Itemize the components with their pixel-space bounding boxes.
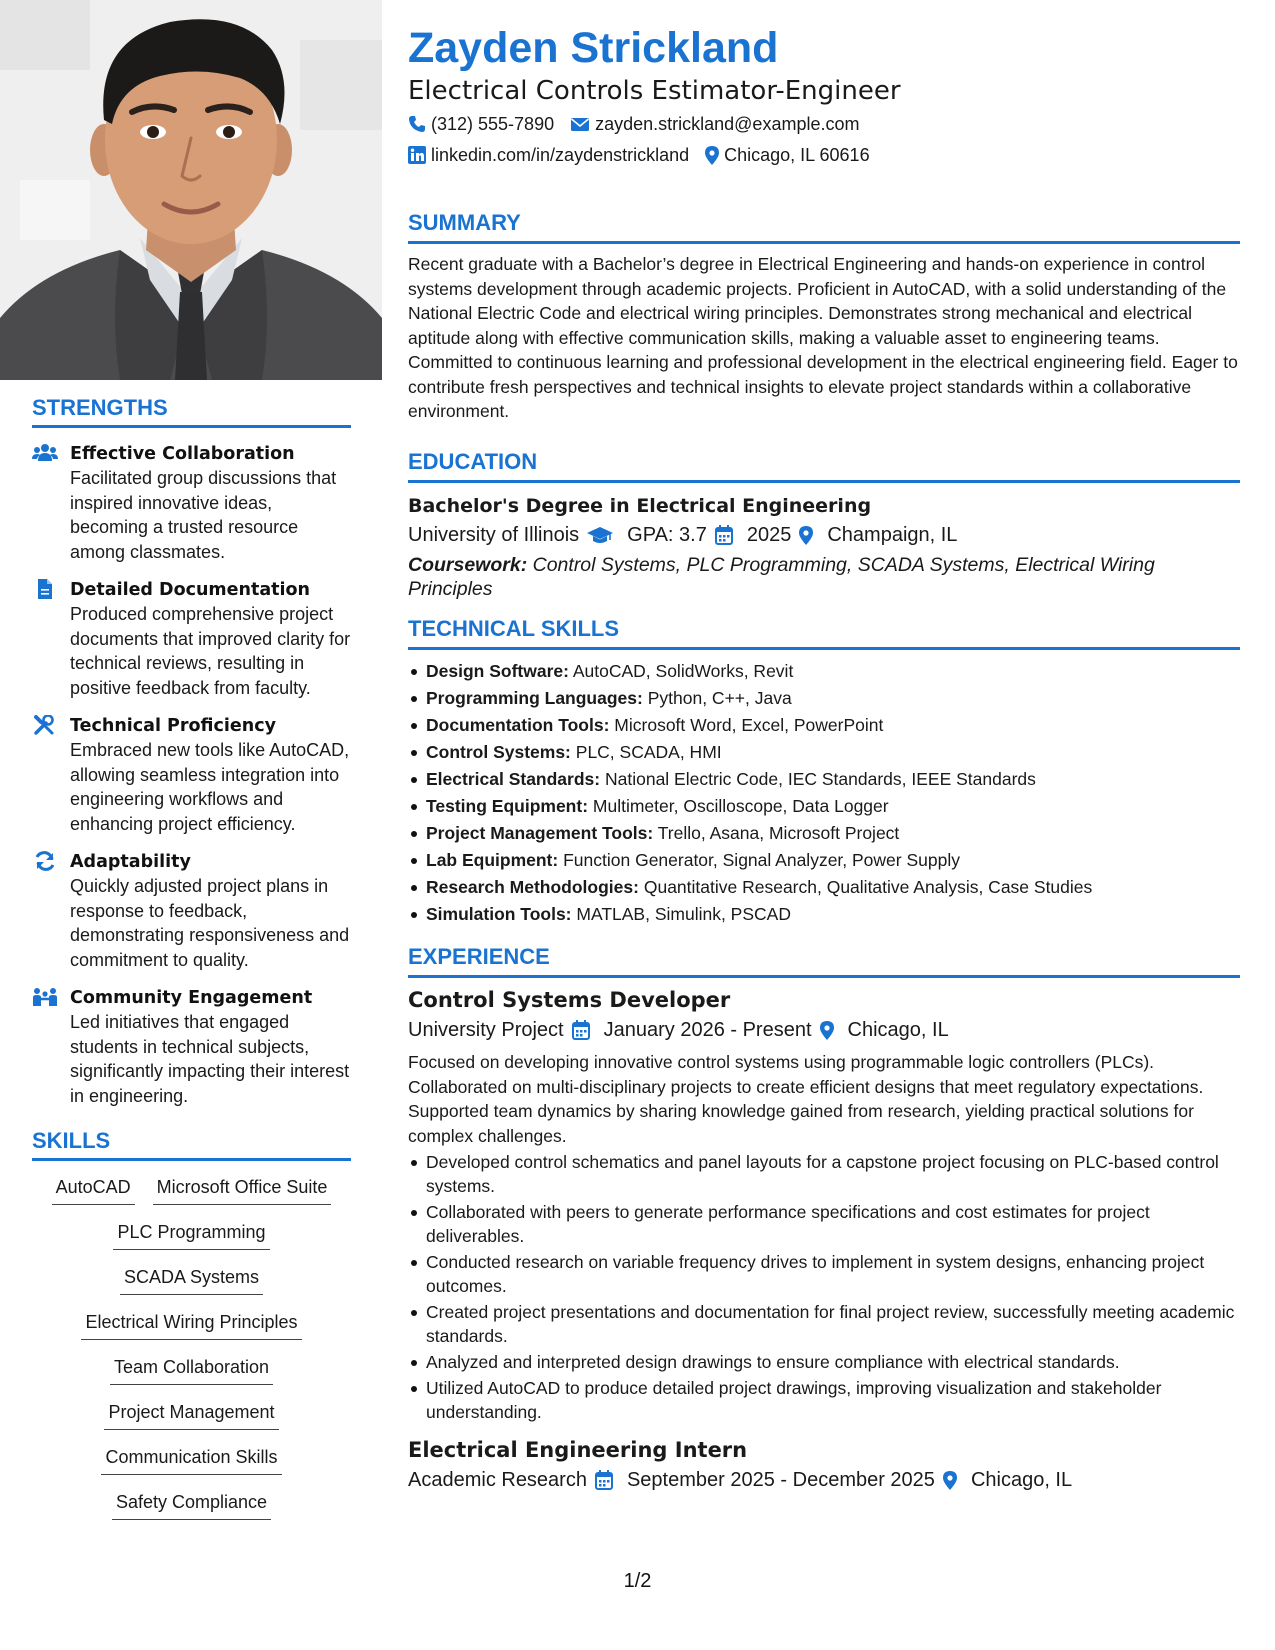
skill-value: PLC, SCADA, HMI — [575, 742, 722, 762]
skill-label: Design Software: — [426, 661, 569, 681]
education-meta — [408, 521, 1240, 549]
gpa — [627, 521, 733, 549]
skill-value: MATLAB, Simulink, PSCAD — [576, 904, 791, 924]
job-title: Electrical Engineering Intern — [408, 1438, 748, 1462]
org-text: University Project — [408, 1019, 564, 1041]
location-pin-icon — [820, 1021, 834, 1040]
job-location — [971, 1466, 1072, 1494]
section-divider — [408, 647, 1240, 650]
candidate-name: Zayden Strickland — [408, 24, 779, 72]
strength-item — [32, 986, 351, 1108]
refresh-icon — [32, 851, 58, 871]
school-location-text: Champaign, IL — [827, 524, 958, 546]
dates-text: January 2026 - Present — [603, 1019, 812, 1041]
section-title: STRENGTHS — [32, 395, 168, 420]
strength-title: Adaptability — [70, 852, 191, 872]
strength-description: Embraced new tools like AutoCAD, allowing seamless integration into engineering workflows and enhancing project efficiency. — [70, 740, 350, 834]
skill-label: Electrical Standards: — [426, 769, 601, 789]
email-icon — [570, 116, 590, 132]
skill-label: Research Methodologies: — [426, 877, 639, 897]
calendar-icon — [572, 1020, 590, 1040]
skill-label: Control Systems: — [426, 742, 571, 762]
location-pin-icon — [799, 526, 813, 545]
year-text: 2025 — [746, 524, 792, 546]
strength-description: Quickly adjusted project plans in response to feedback, demonstrating responsiveness and commitment to quality. — [70, 876, 350, 970]
strength-description: Produced comprehensive project documents that improved clarity for technical reviews, resulting in positive feedback from faculty. — [70, 604, 351, 698]
school-location — [827, 521, 957, 549]
gpa-text: GPA: 3.7 — [627, 524, 707, 546]
strength-item — [32, 714, 351, 836]
skill-tag: Safety Compliance — [112, 1490, 271, 1520]
skill-value: Microsoft Word, Excel, PowerPoint — [614, 715, 884, 735]
document-icon — [32, 579, 58, 599]
community-icon — [32, 987, 58, 1007]
avatar — [0, 0, 382, 380]
page-indicator: 1/2 — [623, 1570, 652, 1592]
job-title: Control Systems Developer — [408, 988, 731, 1012]
location-pin-icon — [705, 146, 719, 165]
org-text: Academic Research — [408, 1469, 587, 1491]
strength-title: Effective Collaboration — [70, 444, 295, 464]
skill-tag: Communication Skills — [101, 1445, 281, 1475]
technical-skills-list — [408, 658, 1240, 928]
list-item — [408, 874, 1240, 901]
skill-tag: Team Collaboration — [110, 1355, 273, 1385]
section-divider — [408, 480, 1240, 483]
school — [408, 521, 613, 549]
section-divider — [32, 425, 351, 428]
section-title: SKILLS — [32, 1128, 111, 1153]
skill-value: National Electric Code, IEC Standards, IEEE Standards — [604, 769, 1036, 789]
calendar-icon — [595, 1470, 613, 1490]
skill-value: Trello, Asana, Microsoft Project — [657, 823, 900, 843]
contact-row — [408, 112, 859, 136]
job-bullets — [408, 1150, 1240, 1424]
strength-description: Led initiatives that engaged students in technical subjects, significantly impacting their interest in engineering. — [70, 1012, 350, 1106]
phone-text: (312) 555-7890 — [431, 114, 555, 134]
technical-skills-section — [408, 616, 1240, 928]
linkedin-text: linkedin.com/in/zaydenstrickland — [431, 145, 690, 165]
list-item — [408, 739, 1240, 766]
email-text: zayden.strickland@example.com — [595, 114, 860, 134]
skill-label: Documentation Tools: — [426, 715, 610, 735]
contact-linkedin[interactable] — [408, 143, 689, 167]
coursework-label: Coursework: — [408, 554, 528, 576]
left-column — [0, 0, 380, 1650]
list-item — [408, 658, 1240, 685]
contact-phone[interactable] — [408, 112, 554, 136]
summary-text: Recent graduate with a Bachelor’s degree in Electrical Engineering and hands-on experience in control systems development through academic projects. Proficient in AutoCAD, with a solid understanding of the National Electric Code and electrical wiring principles. Demonstrates strong mechanical and electrical aptitude along with effective communication skills, making a valuable asset to engineering teams. Committed to continuous learning and professional development in the electrical engineering field. Eager to contribute fresh perspectives and technical insights to elevate project standards within a collaborative environment. — [408, 254, 1238, 421]
job-dates — [627, 1466, 957, 1494]
strength-title: Technical Proficiency — [70, 716, 276, 736]
list-item — [408, 712, 1240, 739]
skill-value: Python, C++, Java — [647, 688, 792, 708]
phone-icon — [408, 115, 426, 133]
calendar-icon — [715, 525, 733, 545]
list-item: Conducted research on variable frequency drives to implement in system designs, enhancing project outcomes. — [408, 1250, 1240, 1298]
skill-tag: SCADA Systems — [120, 1265, 263, 1295]
profile-photo — [0, 0, 382, 380]
graduation-cap-icon — [587, 526, 613, 544]
skill-value: Function Generator, Signal Analyzer, Power Supply — [563, 850, 960, 870]
skill-value: Quantitative Research, Qualitative Analysis, Case Studies — [643, 877, 1093, 897]
skill-tag: Microsoft Office Suite — [153, 1175, 332, 1205]
strengths-section — [32, 395, 351, 1108]
school-name: University of Illinois — [408, 524, 580, 546]
job-summary: Focused on developing innovative control systems using programmable logic controllers (PLCs). Collaborated on multi-disciplinary projects to create efficient designs that meet regulatory expectations. Supported team dynamics by sharing knowledge gained from research, yielding practical solutions for complex challenges. — [408, 1052, 1204, 1146]
list-item — [408, 793, 1240, 820]
section-title: SUMMARY — [408, 210, 521, 235]
location-text: Chicago, IL 60616 — [724, 145, 870, 165]
strength-item — [32, 578, 351, 700]
job-org — [408, 1016, 590, 1044]
section-title: EXPERIENCE — [408, 944, 550, 969]
skill-tag: PLC Programming — [113, 1220, 269, 1250]
section-title: TECHNICAL SKILLS — [408, 616, 620, 641]
job-dates — [604, 1016, 834, 1044]
experience-section — [408, 944, 1240, 1494]
education-section — [408, 449, 1240, 601]
list-item — [408, 820, 1240, 847]
skill-label: Programming Languages: — [426, 688, 643, 708]
skill-label: Simulation Tools: — [426, 904, 572, 924]
location-pin-icon — [943, 1471, 957, 1490]
contact-email[interactable] — [570, 112, 859, 136]
location-text: Chicago, IL — [847, 1019, 949, 1041]
list-item — [408, 685, 1240, 712]
skill-tag: Project Management — [104, 1400, 278, 1430]
skill-tag: AutoCAD — [52, 1175, 135, 1205]
strength-item — [32, 850, 351, 972]
dates-text: September 2025 - December 2025 — [626, 1469, 935, 1491]
list-item: Utilized AutoCAD to produce detailed project drawings, improving visualization and stakeholder understanding. — [408, 1376, 1240, 1424]
section-title: EDUCATION — [408, 449, 538, 474]
list-item: Analyzed and interpreted design drawings to ensure compliance with electrical standards. — [408, 1350, 1240, 1374]
users-icon — [32, 443, 58, 463]
job-location — [848, 1016, 949, 1044]
skill-label: Lab Equipment: — [426, 850, 559, 870]
section-divider — [32, 1158, 351, 1161]
list-item — [408, 901, 1240, 928]
list-item: Created project presentations and documentation for final project review, successfully meeting academic standards. — [408, 1300, 1240, 1348]
location-text: Chicago, IL — [970, 1469, 1073, 1491]
section-divider — [408, 975, 1240, 978]
section-divider — [408, 241, 1240, 244]
skill-label: Testing Equipment: — [426, 796, 589, 816]
strength-title: Community Engagement — [70, 988, 313, 1008]
candidate-title: Electrical Controls Estimator-Engineer — [408, 76, 901, 106]
degree-title: Bachelor's Degree in Electrical Engineering — [408, 495, 872, 517]
summary-section — [408, 210, 1240, 424]
strength-description: Facilitated group discussions that inspired innovative ideas, becoming a trusted resource among classmates. — [70, 468, 337, 562]
contact-location — [705, 143, 869, 167]
grad-year — [747, 521, 814, 549]
coursework-text: Control Systems, PLC Programming, SCADA Systems, Electrical Wiring Principles — [408, 554, 1155, 600]
coursework — [408, 553, 1240, 601]
skill-tag: Electrical Wiring Principles — [81, 1310, 301, 1340]
linkedin-icon — [408, 146, 426, 164]
skills-section — [32, 1128, 351, 1535]
contact-row — [408, 143, 870, 167]
strength-title: Detailed Documentation — [70, 580, 311, 600]
tools-icon — [32, 715, 58, 735]
skill-label: Project Management Tools: — [426, 823, 654, 843]
list-item — [408, 847, 1240, 874]
job-org — [408, 1466, 613, 1494]
job-meta — [408, 1016, 1240, 1044]
list-item: Collaborated with peers to generate performance specifications and cost estimates for project deliverables. — [408, 1200, 1240, 1248]
strength-item — [32, 442, 351, 564]
job-meta — [408, 1466, 1240, 1494]
list-item: Developed control schematics and panel layouts for a capstone project focusing on PLC-based control systems. — [408, 1150, 1240, 1198]
skills-list — [32, 1175, 351, 1535]
skill-value: Multimeter, Oscilloscope, Data Logger — [592, 796, 889, 816]
skill-value: AutoCAD, SolidWorks, Revit — [572, 661, 794, 681]
list-item — [408, 766, 1240, 793]
